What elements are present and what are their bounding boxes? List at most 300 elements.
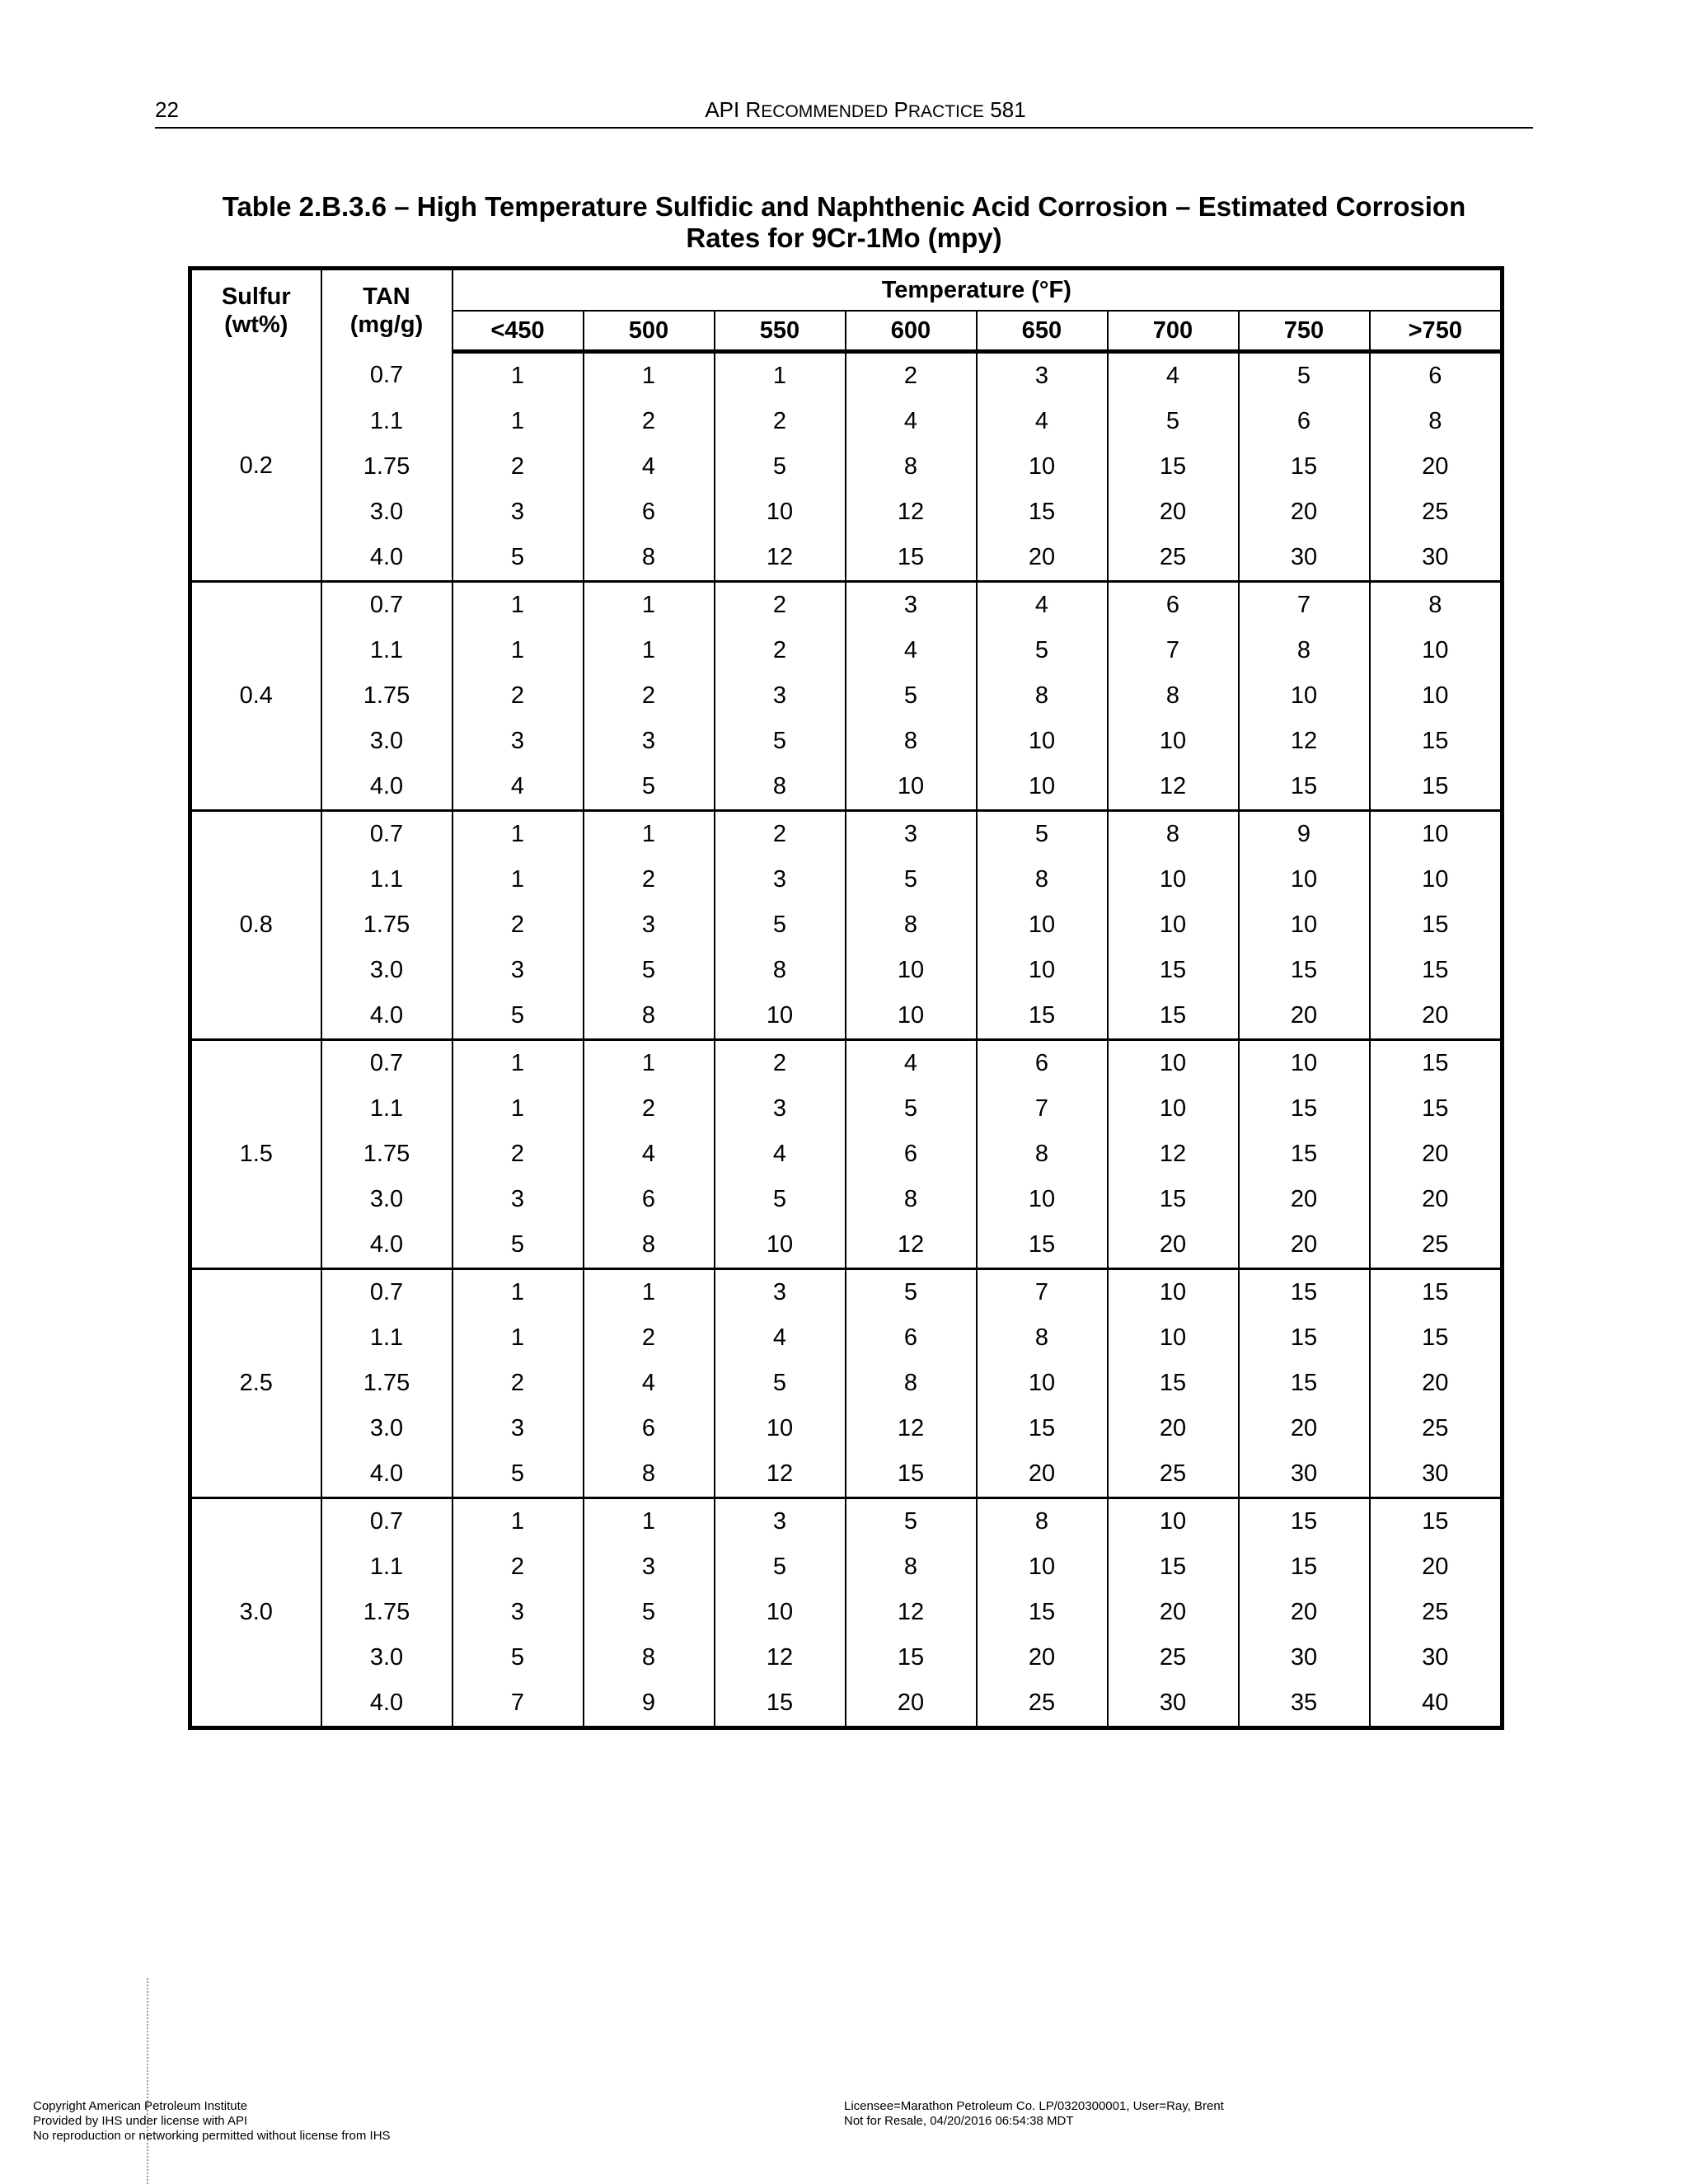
rate-cell: 5 bbox=[452, 535, 584, 582]
rate-cell: 1 bbox=[584, 1040, 715, 1087]
footer-left-line: Copyright American Petroleum Institute bbox=[33, 2099, 248, 2113]
tan-value: 3.0 bbox=[321, 948, 452, 993]
rate-cell: 3 bbox=[452, 1406, 584, 1451]
rate-cell: 1 bbox=[452, 399, 584, 444]
rate-cell: 15 bbox=[1239, 1132, 1370, 1177]
table-row bbox=[190, 948, 1503, 993]
rate-cell: 2 bbox=[584, 1315, 715, 1361]
rate-cell: 5 bbox=[846, 1086, 977, 1132]
rate-cell: 10 bbox=[1108, 902, 1239, 948]
temp-column-header: 550 bbox=[715, 311, 846, 352]
table-row bbox=[190, 764, 1503, 811]
temp-column-header: >750 bbox=[1370, 311, 1503, 352]
rate-cell: 15 bbox=[1370, 1086, 1503, 1132]
table-row bbox=[190, 1177, 1503, 1222]
rate-cell: 1 bbox=[452, 1040, 584, 1087]
rate-cell: 5 bbox=[452, 993, 584, 1040]
table-row bbox=[190, 857, 1503, 902]
rate-cell: 10 bbox=[1108, 1315, 1239, 1361]
rate-cell: 4 bbox=[715, 1132, 846, 1177]
tan-value: 3.0 bbox=[321, 719, 452, 764]
rate-cell: 15 bbox=[1239, 948, 1370, 993]
rate-cell: 10 bbox=[977, 1177, 1108, 1222]
table-row bbox=[190, 490, 1503, 535]
rate-cell: 8 bbox=[584, 1635, 715, 1680]
rate-cell: 5 bbox=[584, 764, 715, 811]
tan-value: 0.7 bbox=[321, 1040, 452, 1087]
tan-value: 1.75 bbox=[321, 1361, 452, 1406]
rate-cell: 1 bbox=[584, 582, 715, 629]
rate-cell: 2 bbox=[584, 857, 715, 902]
rate-cell: 8 bbox=[846, 1361, 977, 1406]
rate-cell: 4 bbox=[846, 628, 977, 673]
rate-cell: 20 bbox=[977, 1635, 1108, 1680]
table-row bbox=[190, 1635, 1503, 1680]
header-rule bbox=[155, 127, 1533, 129]
rate-cell: 15 bbox=[977, 490, 1108, 535]
rate-cell: 2 bbox=[715, 628, 846, 673]
rate-cell: 12 bbox=[846, 490, 977, 535]
rate-cell: 10 bbox=[977, 902, 1108, 948]
footer-left-line: No reproduction or networking permitted without license from IHS bbox=[33, 2129, 391, 2143]
rate-cell: 35 bbox=[1239, 1680, 1370, 1728]
rate-cell: 1 bbox=[584, 1269, 715, 1316]
table-row bbox=[190, 673, 1503, 719]
rate-cell: 5 bbox=[977, 811, 1108, 858]
rate-cell: 15 bbox=[715, 1680, 846, 1728]
footer-right-line: Not for Resale, 04/20/2016 06:54:38 MDT bbox=[844, 2114, 1074, 2128]
rate-cell: 20 bbox=[1108, 490, 1239, 535]
rate-cell: 4 bbox=[846, 399, 977, 444]
tan-header-line1: TAN bbox=[363, 284, 410, 311]
tan-value: 1.1 bbox=[321, 857, 452, 902]
rate-cell: 12 bbox=[846, 1222, 977, 1269]
rate-cell: 6 bbox=[1108, 582, 1239, 629]
rate-cell: 10 bbox=[1239, 673, 1370, 719]
sulfur-value: 0.8 bbox=[190, 811, 321, 1040]
rate-cell: 5 bbox=[715, 444, 846, 490]
sulfur-value: 2.5 bbox=[190, 1269, 321, 1498]
table-row bbox=[190, 399, 1503, 444]
rate-cell: 2 bbox=[452, 1544, 584, 1590]
rate-cell: 10 bbox=[715, 1222, 846, 1269]
rate-cell: 5 bbox=[1239, 352, 1370, 400]
rate-cell: 8 bbox=[846, 1177, 977, 1222]
rate-cell: 10 bbox=[1108, 1086, 1239, 1132]
rate-cell: 15 bbox=[1239, 1361, 1370, 1406]
tan-value: 0.7 bbox=[321, 1498, 452, 1545]
rate-cell: 8 bbox=[846, 902, 977, 948]
rate-cell: 3 bbox=[452, 1177, 584, 1222]
rate-cell: 8 bbox=[584, 535, 715, 582]
rate-cell: 10 bbox=[1370, 628, 1503, 673]
rate-cell: 15 bbox=[846, 1451, 977, 1498]
rate-cell: 15 bbox=[1108, 1361, 1239, 1406]
rate-cell: 2 bbox=[715, 399, 846, 444]
rate-cell: 3 bbox=[452, 490, 584, 535]
tan-value: 4.0 bbox=[321, 764, 452, 811]
tan-value: 1.1 bbox=[321, 1086, 452, 1132]
rate-cell: 15 bbox=[1370, 1498, 1503, 1545]
sulfur-value: 0.4 bbox=[190, 582, 321, 811]
rate-cell: 9 bbox=[1239, 811, 1370, 858]
rate-cell: 1 bbox=[452, 1498, 584, 1545]
rate-cell: 3 bbox=[846, 811, 977, 858]
table-row bbox=[190, 352, 1503, 400]
footer-right-line: Licensee=Marathon Petroleum Co. LP/0320300001, User=Ray, Brent bbox=[844, 2099, 1224, 2113]
table-row bbox=[190, 628, 1503, 673]
rate-cell: 7 bbox=[452, 1680, 584, 1728]
rate-cell: 10 bbox=[977, 719, 1108, 764]
rate-cell: 10 bbox=[977, 1544, 1108, 1590]
tan-value: 3.0 bbox=[321, 490, 452, 535]
rate-cell: 20 bbox=[1239, 1222, 1370, 1269]
rate-cell: 20 bbox=[1239, 490, 1370, 535]
rate-cell: 25 bbox=[1108, 535, 1239, 582]
rate-cell: 6 bbox=[1370, 352, 1503, 400]
tan-value: 4.0 bbox=[321, 1222, 452, 1269]
rate-cell: 5 bbox=[846, 857, 977, 902]
rate-cell: 5 bbox=[584, 1590, 715, 1635]
rate-cell: 20 bbox=[846, 1680, 977, 1728]
rate-cell: 10 bbox=[1108, 1269, 1239, 1316]
rate-cell: 10 bbox=[1108, 857, 1239, 902]
rate-cell: 12 bbox=[846, 1590, 977, 1635]
rate-cell: 10 bbox=[715, 993, 846, 1040]
table-row bbox=[190, 1544, 1503, 1590]
rate-cell: 20 bbox=[1370, 1132, 1503, 1177]
rate-cell: 8 bbox=[584, 993, 715, 1040]
rate-cell: 15 bbox=[1370, 764, 1503, 811]
tan-value: 3.0 bbox=[321, 1177, 452, 1222]
rate-cell: 3 bbox=[452, 1590, 584, 1635]
rate-cell: 10 bbox=[1108, 1498, 1239, 1545]
rate-cell: 20 bbox=[1239, 1406, 1370, 1451]
rate-cell: 8 bbox=[846, 1544, 977, 1590]
tan-value: 1.75 bbox=[321, 902, 452, 948]
rate-cell: 4 bbox=[584, 1132, 715, 1177]
tan-value: 0.7 bbox=[321, 352, 452, 400]
running-title-e: 581 bbox=[984, 97, 1026, 122]
rate-cell: 3 bbox=[715, 673, 846, 719]
rate-cell: 7 bbox=[1239, 582, 1370, 629]
rate-cell: 1 bbox=[584, 352, 715, 400]
rate-cell: 15 bbox=[1239, 1544, 1370, 1590]
tan-value: 1.75 bbox=[321, 673, 452, 719]
tan-value: 3.0 bbox=[321, 1406, 452, 1451]
rate-cell: 5 bbox=[715, 719, 846, 764]
rate-cell: 1 bbox=[452, 1315, 584, 1361]
running-title bbox=[577, 97, 1154, 123]
rate-cell: 7 bbox=[977, 1086, 1108, 1132]
rate-cell: 10 bbox=[1108, 719, 1239, 764]
temp-column-header: 500 bbox=[584, 311, 715, 352]
rate-cell: 15 bbox=[846, 535, 977, 582]
table-row bbox=[190, 719, 1503, 764]
rate-cell: 8 bbox=[977, 1498, 1108, 1545]
rate-cell: 6 bbox=[846, 1315, 977, 1361]
rate-cell: 2 bbox=[846, 352, 977, 400]
rate-cell: 20 bbox=[1239, 1177, 1370, 1222]
rate-cell: 8 bbox=[977, 673, 1108, 719]
margin-dots bbox=[147, 1978, 148, 2184]
rate-cell: 8 bbox=[584, 1222, 715, 1269]
sulfur-header-line2: (wt%) bbox=[224, 312, 288, 339]
rate-cell: 5 bbox=[452, 1451, 584, 1498]
rate-cell: 12 bbox=[715, 1451, 846, 1498]
table-row bbox=[190, 1040, 1503, 1087]
rate-cell: 4 bbox=[977, 582, 1108, 629]
rate-cell: 30 bbox=[1108, 1680, 1239, 1728]
rate-cell: 5 bbox=[846, 1498, 977, 1545]
rate-cell: 30 bbox=[1239, 535, 1370, 582]
rate-cell: 6 bbox=[584, 1177, 715, 1222]
rate-cell: 8 bbox=[977, 1315, 1108, 1361]
rate-cell: 4 bbox=[1108, 352, 1239, 400]
temp-column-header: 650 bbox=[977, 311, 1108, 352]
caption-line-1: Table 2.B.3.6 – High Temperature Sulfidic and Naphthenic Acid Corrosion – Estimated Corrosion bbox=[222, 191, 1466, 222]
tan-value: 4.0 bbox=[321, 1680, 452, 1728]
running-title-b: ECOMMENDED bbox=[761, 102, 889, 121]
rate-cell: 2 bbox=[584, 1086, 715, 1132]
rate-cell: 10 bbox=[846, 764, 977, 811]
rate-cell: 30 bbox=[1370, 1635, 1503, 1680]
rate-cell: 2 bbox=[584, 399, 715, 444]
rate-cell: 10 bbox=[977, 1361, 1108, 1406]
rate-cell: 15 bbox=[1108, 444, 1239, 490]
rate-cell: 2 bbox=[452, 902, 584, 948]
rate-cell: 8 bbox=[1108, 673, 1239, 719]
rate-cell: 10 bbox=[1370, 811, 1503, 858]
tan-value: 1.75 bbox=[321, 1590, 452, 1635]
rate-cell: 8 bbox=[977, 1132, 1108, 1177]
rate-cell: 15 bbox=[1239, 1498, 1370, 1545]
rate-cell: 20 bbox=[1370, 1177, 1503, 1222]
rate-cell: 6 bbox=[977, 1040, 1108, 1087]
rate-cell: 1 bbox=[452, 352, 584, 400]
rate-cell: 5 bbox=[715, 1544, 846, 1590]
rate-cell: 30 bbox=[1370, 535, 1503, 582]
rate-cell: 7 bbox=[1108, 628, 1239, 673]
rate-cell: 15 bbox=[1239, 1086, 1370, 1132]
rate-cell: 8 bbox=[1108, 811, 1239, 858]
rate-cell: 15 bbox=[1239, 444, 1370, 490]
rate-cell: 4 bbox=[977, 399, 1108, 444]
rate-cell: 10 bbox=[977, 948, 1108, 993]
footer-left-line: Provided by IHS under license with API bbox=[33, 2114, 248, 2128]
rate-cell: 6 bbox=[584, 490, 715, 535]
temp-column-header: 600 bbox=[846, 311, 977, 352]
rate-cell: 3 bbox=[715, 1086, 846, 1132]
tan-value: 1.1 bbox=[321, 399, 452, 444]
rate-cell: 15 bbox=[1370, 1315, 1503, 1361]
rate-cell: 10 bbox=[1239, 857, 1370, 902]
rate-cell: 8 bbox=[846, 719, 977, 764]
sulfur-value: 3.0 bbox=[190, 1498, 321, 1728]
rate-cell: 12 bbox=[1108, 1132, 1239, 1177]
rate-cell: 25 bbox=[1370, 1406, 1503, 1451]
rate-cell: 1 bbox=[452, 582, 584, 629]
tan-value: 0.7 bbox=[321, 1269, 452, 1316]
rate-cell: 20 bbox=[1239, 993, 1370, 1040]
sulfur-value: 1.5 bbox=[190, 1040, 321, 1269]
tan-value: 1.1 bbox=[321, 1315, 452, 1361]
rate-cell: 8 bbox=[1370, 399, 1503, 444]
rate-cell: 4 bbox=[584, 1361, 715, 1406]
rate-cell: 15 bbox=[1108, 1177, 1239, 1222]
rate-cell: 10 bbox=[977, 764, 1108, 811]
running-title-c: P bbox=[888, 97, 908, 122]
rate-cell: 10 bbox=[715, 1406, 846, 1451]
table-row bbox=[190, 1406, 1503, 1451]
rate-cell: 5 bbox=[1108, 399, 1239, 444]
table-caption bbox=[188, 191, 1500, 254]
rate-cell: 20 bbox=[1108, 1406, 1239, 1451]
rate-cell: 5 bbox=[846, 673, 977, 719]
rate-cell: 25 bbox=[1108, 1635, 1239, 1680]
rate-cell: 15 bbox=[1239, 764, 1370, 811]
rate-cell: 15 bbox=[1370, 719, 1503, 764]
rate-cell: 5 bbox=[452, 1222, 584, 1269]
rate-cell: 6 bbox=[846, 1132, 977, 1177]
rate-cell: 5 bbox=[977, 628, 1108, 673]
tan-value: 0.7 bbox=[321, 811, 452, 858]
table-row bbox=[190, 1498, 1503, 1545]
tan-value: 3.0 bbox=[321, 1635, 452, 1680]
page-number: 22 bbox=[155, 97, 179, 122]
tan-value: 4.0 bbox=[321, 535, 452, 582]
rate-cell: 10 bbox=[1239, 902, 1370, 948]
table-row bbox=[190, 1086, 1503, 1132]
rate-cell: 15 bbox=[1370, 1040, 1503, 1087]
table-row bbox=[190, 444, 1503, 490]
rate-cell: 6 bbox=[1239, 399, 1370, 444]
tan-value: 1.75 bbox=[321, 444, 452, 490]
rate-cell: 1 bbox=[584, 811, 715, 858]
rate-cell: 10 bbox=[1108, 1040, 1239, 1087]
temperature-header: Temperature (°F) bbox=[452, 269, 1503, 312]
rate-cell: 1 bbox=[452, 628, 584, 673]
table-row bbox=[190, 1132, 1503, 1177]
rate-cell: 12 bbox=[1239, 719, 1370, 764]
table-row bbox=[190, 902, 1503, 948]
rate-cell: 4 bbox=[846, 1040, 977, 1087]
temp-column-header: 700 bbox=[1108, 311, 1239, 352]
rate-cell: 3 bbox=[715, 1269, 846, 1316]
rate-cell: 10 bbox=[1239, 1040, 1370, 1087]
rate-cell: 9 bbox=[584, 1680, 715, 1728]
tan-value: 1.1 bbox=[321, 1544, 452, 1590]
rate-cell: 5 bbox=[452, 1635, 584, 1680]
rate-cell: 1 bbox=[584, 1498, 715, 1545]
rate-cell: 25 bbox=[1370, 490, 1503, 535]
rate-cell: 30 bbox=[1239, 1635, 1370, 1680]
rate-cell: 3 bbox=[715, 857, 846, 902]
rate-cell: 15 bbox=[1239, 1315, 1370, 1361]
rate-cell: 2 bbox=[715, 582, 846, 629]
table-row bbox=[190, 1680, 1503, 1728]
rate-cell: 20 bbox=[977, 535, 1108, 582]
rate-cell: 10 bbox=[846, 993, 977, 1040]
table-row bbox=[190, 1451, 1503, 1498]
rate-cell: 3 bbox=[452, 719, 584, 764]
rate-cell: 15 bbox=[1108, 1544, 1239, 1590]
rate-cell: 3 bbox=[452, 948, 584, 993]
tan-value: 4.0 bbox=[321, 1451, 452, 1498]
tan-header bbox=[321, 269, 452, 352]
running-title-a: API R bbox=[705, 97, 762, 122]
rate-cell: 8 bbox=[584, 1451, 715, 1498]
rate-cell: 15 bbox=[1239, 1269, 1370, 1316]
rate-cell: 4 bbox=[584, 444, 715, 490]
rate-cell: 20 bbox=[977, 1451, 1108, 1498]
rate-cell: 15 bbox=[846, 1635, 977, 1680]
rate-cell: 20 bbox=[1370, 1361, 1503, 1406]
rate-cell: 15 bbox=[1370, 1269, 1503, 1316]
table-row bbox=[190, 811, 1503, 858]
rate-cell: 2 bbox=[715, 1040, 846, 1087]
tan-header-line2: (mg/g) bbox=[349, 312, 424, 339]
rate-cell: 20 bbox=[1370, 1544, 1503, 1590]
footer-copyright bbox=[33, 2099, 391, 2144]
rate-cell: 40 bbox=[1370, 1680, 1503, 1728]
sulfur-header bbox=[190, 269, 321, 352]
rate-cell: 25 bbox=[977, 1680, 1108, 1728]
rate-cell: 20 bbox=[1370, 444, 1503, 490]
rate-cell: 5 bbox=[715, 1177, 846, 1222]
rate-cell: 4 bbox=[452, 764, 584, 811]
rate-cell: 2 bbox=[452, 1361, 584, 1406]
rate-cell: 15 bbox=[977, 1406, 1108, 1451]
rate-cell: 3 bbox=[977, 352, 1108, 400]
rate-cell: 2 bbox=[715, 811, 846, 858]
rate-cell: 2 bbox=[452, 444, 584, 490]
corrosion-rate-table bbox=[188, 266, 1504, 1730]
table-row bbox=[190, 1590, 1503, 1635]
rate-cell: 5 bbox=[715, 902, 846, 948]
rate-cell: 5 bbox=[584, 948, 715, 993]
tan-value: 4.0 bbox=[321, 993, 452, 1040]
table-row bbox=[190, 993, 1503, 1040]
rate-cell: 3 bbox=[584, 719, 715, 764]
table-row bbox=[190, 1269, 1503, 1316]
rate-cell: 12 bbox=[715, 1635, 846, 1680]
tan-value: 1.75 bbox=[321, 1132, 452, 1177]
rate-cell: 12 bbox=[1108, 764, 1239, 811]
rate-cell: 3 bbox=[715, 1498, 846, 1545]
tan-value: 1.1 bbox=[321, 628, 452, 673]
sulfur-header-line1: Sulfur bbox=[221, 284, 291, 311]
rate-cell: 25 bbox=[1370, 1222, 1503, 1269]
rate-cell: 30 bbox=[1370, 1451, 1503, 1498]
rate-cell: 15 bbox=[977, 1222, 1108, 1269]
rate-cell: 1 bbox=[584, 628, 715, 673]
running-title-d: RACTICE bbox=[907, 102, 985, 121]
rate-cell: 20 bbox=[1239, 1590, 1370, 1635]
rate-cell: 5 bbox=[846, 1269, 977, 1316]
temp-column-header: 750 bbox=[1239, 311, 1370, 352]
sulfur-value: 0.2 bbox=[190, 352, 321, 582]
rate-cell: 8 bbox=[715, 764, 846, 811]
table-row bbox=[190, 1315, 1503, 1361]
table-row bbox=[190, 1361, 1503, 1406]
rate-cell: 15 bbox=[977, 993, 1108, 1040]
rate-cell: 20 bbox=[1108, 1590, 1239, 1635]
rate-cell: 8 bbox=[1370, 582, 1503, 629]
rate-cell: 25 bbox=[1370, 1590, 1503, 1635]
rate-cell: 15 bbox=[977, 1590, 1108, 1635]
rate-cell: 10 bbox=[1370, 673, 1503, 719]
